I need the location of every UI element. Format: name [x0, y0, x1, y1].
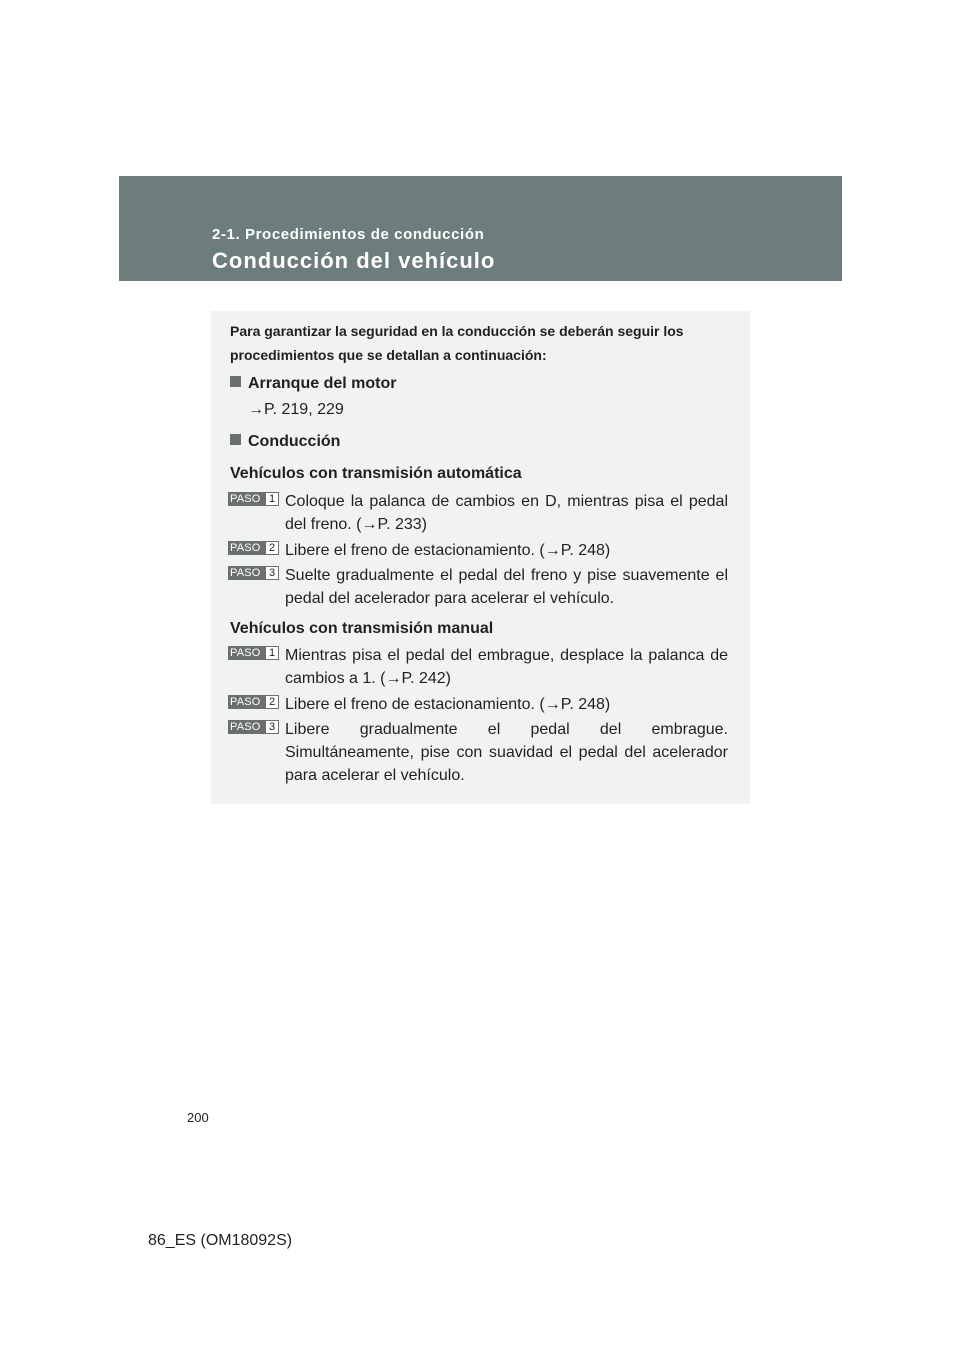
- step-badge: [228, 720, 279, 734]
- heading-driving-label: Conducción: [248, 433, 341, 450]
- step-badge: [228, 541, 279, 555]
- content-panel: [211, 311, 750, 804]
- manual-step-1: [228, 644, 728, 690]
- page-title: Conducción del vehículo: [212, 248, 496, 273]
- manual-step-2: [228, 693, 728, 716]
- step-badge: [228, 646, 279, 660]
- square-bullet-icon: [230, 376, 241, 387]
- step-text: Libere el freno de estacionamiento. (→P. 248): [285, 696, 611, 713]
- intro-text: Para garantizar la seguridad en la conducción se deberán seguir los procedimientos que se detallan a continuación:: [230, 323, 684, 363]
- engine-start-ref: →P. 219, 229: [248, 401, 344, 418]
- step-badge-word: PASO: [230, 542, 261, 554]
- heading-driving: [230, 431, 340, 453]
- section-header: [119, 176, 842, 281]
- step-text: Suelte gradualmente el pedal del freno y pise suavemente el pedal del acelerador para acelerar el vehículo.: [285, 567, 728, 607]
- step-badge-number: 2: [266, 542, 278, 554]
- step-badge-number: 3: [266, 721, 278, 733]
- auto-step-2: [228, 539, 728, 562]
- automatic-title: Vehículos con transmisión automática: [230, 465, 522, 482]
- step-badge-number: 3: [266, 567, 278, 579]
- step-badge-number: 2: [266, 696, 278, 708]
- manual-step-3: [228, 718, 728, 787]
- step-badge-number: 1: [266, 647, 278, 659]
- manual-title: Vehículos con transmisión manual: [230, 620, 494, 637]
- square-bullet-icon: [230, 434, 241, 445]
- step-badge-word: PASO: [230, 647, 261, 659]
- section-label: 2-1. Procedimientos de conducción: [212, 226, 485, 243]
- step-badge: [228, 695, 279, 709]
- auto-step-3: [228, 564, 728, 610]
- step-badge-word: PASO: [230, 696, 261, 708]
- step-badge-word: PASO: [230, 493, 261, 505]
- step-badge: [228, 492, 279, 506]
- step-badge-word: PASO: [230, 721, 261, 733]
- step-badge: [228, 566, 279, 580]
- page-number: 200: [187, 1110, 209, 1125]
- step-badge-word: PASO: [230, 567, 261, 579]
- step-text: Coloque la palanca de cambios en D, mientras pisa el pedal del freno. (→P. 233): [285, 493, 728, 533]
- heading-engine-start-label: Arranque del motor: [248, 375, 397, 392]
- step-text: Libere el freno de estacionamiento. (→P. 248): [285, 542, 611, 559]
- document-code: 86_ES (OM18092S): [148, 1232, 293, 1249]
- step-text: Libere gradualmente el pedal del embrague. Simultáneamente, pise con suavidad el pedal del acelerador para acelerar el vehículo.: [285, 721, 728, 784]
- step-badge-number: 1: [266, 493, 278, 505]
- step-text: Mientras pisa el pedal del embrague, desplace la palanca de cambios a 1. (→P. 242): [285, 647, 728, 687]
- heading-engine-start: [230, 373, 396, 395]
- auto-step-1: [228, 490, 728, 536]
